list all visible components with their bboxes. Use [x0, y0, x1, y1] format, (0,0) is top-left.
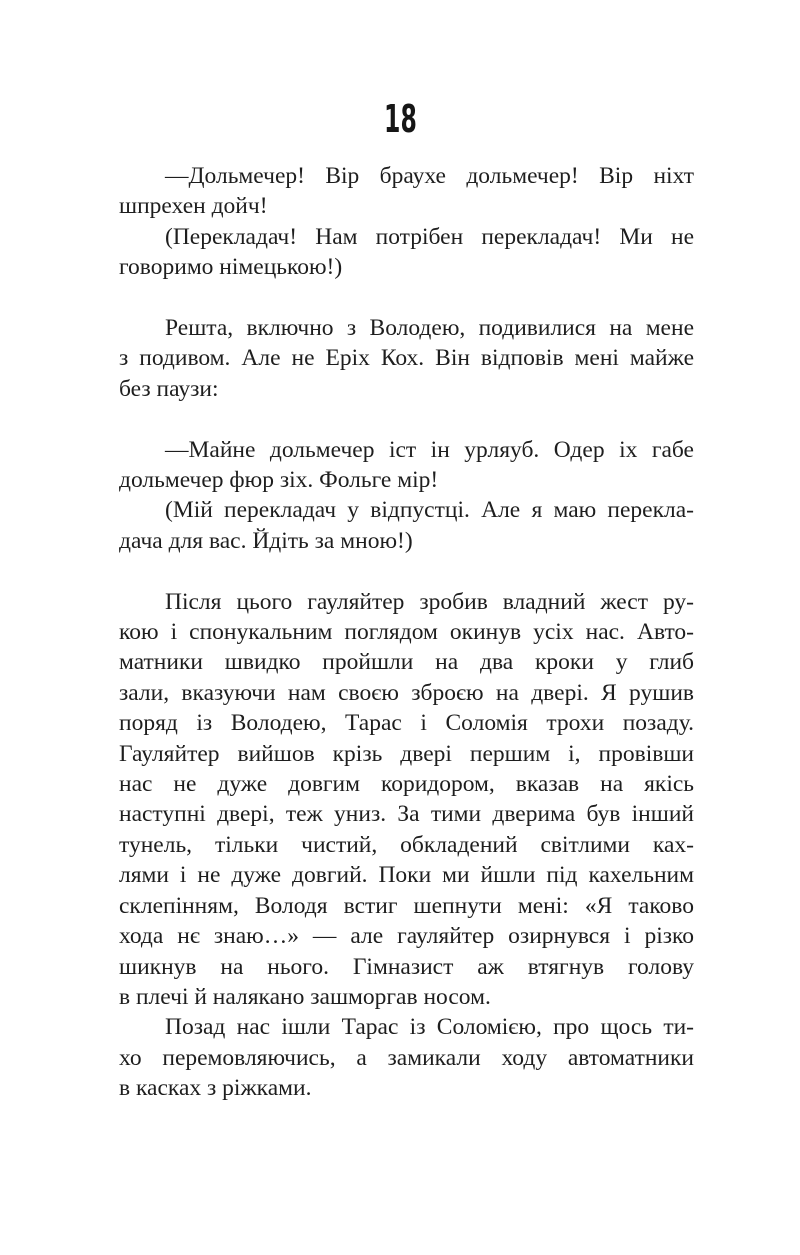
page-number-digits: 18 [383, 97, 417, 141]
paragraph [119, 313, 694, 404]
paragraph [119, 1012, 694, 1103]
text-line: склепінням, Володя встиг шепнути мені: «Я таково [119, 892, 694, 919]
text-line: (Мій перекладач у відпустці. Але я маю перекла- [165, 497, 694, 524]
text-line: кою і спонукальним поглядом окинув усіх нас. Авто- [119, 619, 694, 646]
paragraph [119, 587, 694, 1013]
text-line: матники швидко пройшли на два кроки у глиб [119, 649, 694, 676]
text-line: (Перекладач! Нам потрібен перекладач! Ми не [165, 223, 694, 250]
text-line: дольмечер фюр зіх. Фольге мір! [119, 467, 439, 494]
text-line: в касках з ріжками. [119, 1075, 312, 1102]
text-line: Позад нас ішли Тарас із Соломією, про щось ти- [165, 1014, 694, 1041]
paragraph [119, 222, 694, 283]
text-line: наступні двері, теж униз. За тими дверима був інший [119, 801, 694, 828]
paragraph [119, 495, 694, 556]
text-line: хода нє знаю…» — але гауляйтер озирнувся і різко [119, 923, 694, 950]
text-line: Після цього гауляйтер зробив владний жест ру- [165, 588, 694, 615]
text-line: з подивом. Але не Еріх Кох. Він відповів мені майже [119, 345, 694, 372]
text-line: шпрехен дойч! [119, 193, 268, 220]
text-line: тунель, тільки чистий, обкладений світлими ках- [119, 831, 694, 858]
text-line: без паузи: [119, 375, 219, 402]
text-line: поряд із Володею, Тарас і Соломія трохи позаду. [119, 710, 694, 737]
text-line: Гауляйтер вийшов крізь двері першим і, провівши [119, 740, 694, 767]
paragraph [119, 161, 694, 222]
text-line: —Майне дольмечер іст ін урляуб. Одер іх габе [165, 436, 694, 463]
text-line: в плечі й налякано зашморгав носом. [119, 983, 491, 1010]
text-line: говоримо німецькою!) [119, 254, 343, 281]
text-line: хо перемовляючись, а замикали ходу автоматники [119, 1044, 694, 1071]
paragraph [119, 435, 694, 496]
text-line: нас не дуже довгим коридором, вказав на якісь [119, 771, 694, 798]
page-number [0, 97, 800, 141]
text-line: лями і не дуже довгий. Поки ми йшли під кахельним [119, 862, 694, 889]
text-line: —Дольмечер! Вір браухе дольмечер! Вір ніхт [165, 163, 694, 189]
text-line: дача для вас. Йдіть за мною!) [119, 527, 413, 554]
text-block [119, 161, 694, 1104]
text-line: Решта, включно з Володею, подивилися на мене [165, 315, 694, 342]
text-line: шикнув на нього. Гімназист аж втягнув голову [119, 953, 694, 980]
text-line: зали, вказуючи нам своєю зброєю на двері. Я рушив [119, 679, 694, 706]
